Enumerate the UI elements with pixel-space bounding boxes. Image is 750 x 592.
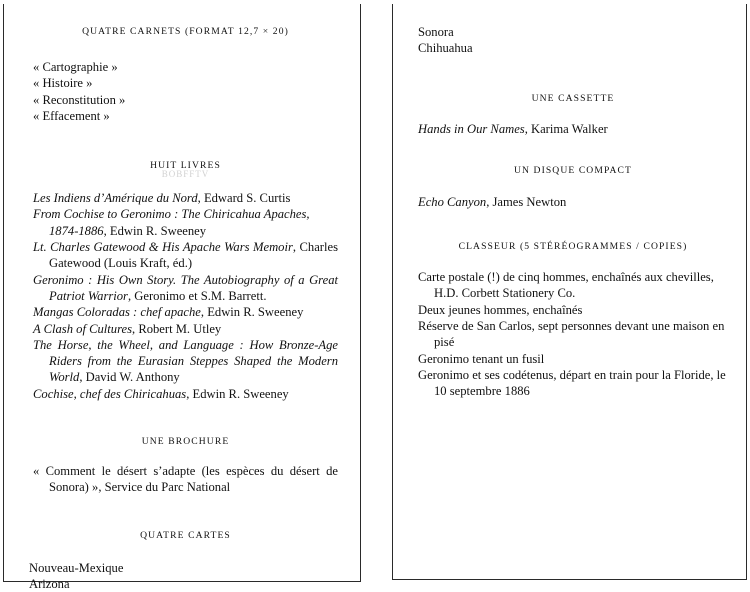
list-item: Nouveau-Mexique	[29, 560, 124, 575]
brochure-entry: « Comment le désert s’adapte (les espèces du désert de Sonora) », Service du Parc National	[33, 464, 338, 495]
book-author: , Edwin R. Sweeney	[103, 223, 207, 238]
cassette-heading: UNE CASSETTE	[531, 92, 615, 104]
book-author: , David W. Anthony	[79, 370, 180, 385]
book-entry	[33, 239, 338, 272]
list-item: Sonora	[418, 25, 454, 39]
list-item: « Cartographie »	[33, 60, 118, 74]
cassette-artist: , Karima Walker	[524, 121, 608, 136]
list-item: Geronimo et ses codétenus, départ en train pour la Floride, le 10 septembre 1886	[418, 367, 726, 399]
book-title: Les Indiens d’Amérique du Nord	[33, 191, 198, 206]
list-item: « Histoire »	[33, 76, 93, 91]
list-item: Arizona	[29, 576, 70, 591]
book-author: , Geronimo et S.M. Barrett.	[127, 288, 267, 303]
book-author: , Robert M. Utley	[132, 321, 222, 336]
disque-title: Echo Canyon	[418, 194, 487, 209]
list-item: Deux jeunes hommes, enchaînés	[418, 302, 583, 317]
livres-heading: HUIT LIVRES	[150, 160, 221, 172]
book-title: Cochise, chef des Chiricahuas	[33, 386, 187, 401]
disque-entry	[418, 194, 728, 210]
disque-heading: UN DISQUE COMPACT	[513, 164, 633, 176]
classeur-heading: CLASSEUR (5 STÉRÉOGRAMMES / COPIES)	[458, 241, 688, 253]
book-entry	[33, 272, 338, 305]
book-title: Geronimo : His Own Story. The Autobiography of a Great Patriot Warrior	[33, 272, 338, 303]
carnets-list	[33, 59, 338, 124]
book-entry	[33, 206, 338, 239]
list-item: « Reconstitution »	[33, 92, 126, 107]
book-entry	[33, 304, 338, 320]
book-entry	[33, 337, 338, 386]
cartes-heading: QUATRE CARTES	[140, 529, 231, 541]
cartes-continued-list	[418, 24, 728, 57]
list-item: « Effacement »	[33, 108, 110, 123]
list-item: Réserve de San Carlos, sept personnes devant une maison en pisé	[418, 319, 725, 350]
book-title: Mangas Coloradas : chef apache	[33, 305, 201, 320]
book-author: , Edward S. Curtis	[197, 191, 291, 206]
cassette-entry	[418, 121, 728, 137]
show-through-text: BOBFFTV	[161, 170, 210, 180]
list-item: Chihuahua	[418, 41, 473, 56]
brochure-heading: UNE BROCHURE	[141, 436, 230, 448]
book-entry	[33, 190, 338, 206]
book-title: The Horse, the Wheel, and Language : How Bronze-Age Riders from the Eurasian Steppes Shaped the Modern World	[33, 337, 338, 385]
book-title: Lt. Charles Gatewood & His Apache Wars Memoir	[33, 240, 293, 255]
book-entry	[33, 386, 338, 402]
book-author: , Edwin R. Sweeney	[186, 386, 289, 401]
right-page	[392, 4, 747, 580]
carnets-heading: QUATRE CARNETS (FORMAT 12,7 × 20)	[82, 26, 289, 37]
book-title: A Clash of Cultures	[33, 321, 133, 336]
cassette-title: Hands in Our Names	[418, 121, 525, 136]
book-author: , Edwin R. Sweeney	[200, 305, 304, 320]
book-entry	[33, 321, 338, 337]
list-item: Carte postale (!) de cinq hommes, enchaînés aux chevilles, H.D. Corbett Stationery Co.	[418, 270, 714, 301]
livres-list	[33, 190, 338, 402]
list-item: Geronimo tenant un fusil	[418, 351, 545, 366]
cartes-list	[29, 560, 338, 592]
left-page	[3, 4, 361, 591]
disque-artist: , James Newton	[486, 194, 567, 209]
book-title: From Cochise to Geronimo : The Chiricahua Apaches, 1874-1886	[33, 207, 310, 238]
classeur-list	[418, 269, 728, 399]
book-author: , Charles Gatewood (Louis Kraft, éd.)	[49, 240, 338, 271]
